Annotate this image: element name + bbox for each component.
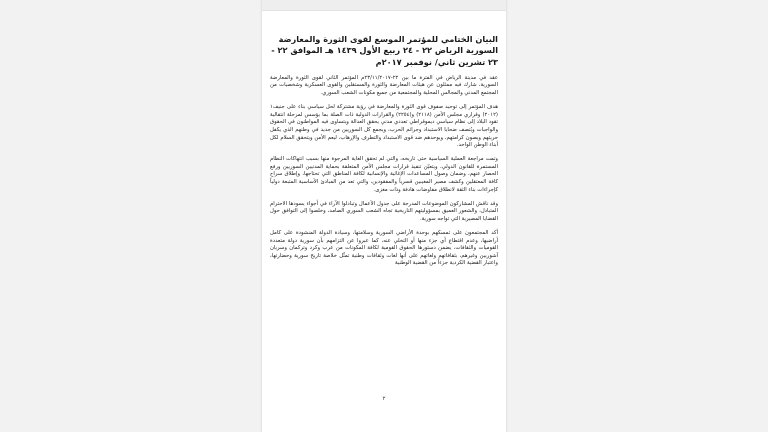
page-number: ٢	[382, 396, 386, 402]
paragraph-1: عقد في مدينة الرياض في الفترة ما بين ٢٢-٢٣/١١/٢٠١٧م المؤتمر الثاني لقوى الثورة والمعارضة السورية، شارك فيه ممثلون عن هيئات المعارضة والثورة والمستقلين والقوى العسكرية وشخصيات من المجتمع المدني والمجالس المحلية والمجتمعية من جميع مكونات الشعب السوري.	[270, 74, 498, 97]
document-title: البيان الختامي للمؤتمر الموسع لقوى الثورة والمعارضة السورية الرياض ٢٢ - ٢٤ ربيع الأول ١٤٣٩ هـ الموافق ٢٢ - ٢٣ تشرين ثاني/ نوفمبر ٢٠١٧م	[271, 34, 498, 67]
document-page	[262, 0, 506, 432]
paragraph-3: وتمت مراجعة العملية السياسية حتى تاريخه، والتي لم تحقق الغاية المرجوة منها بسبب انتهاكات النظام المستمرة للقانون الدولي، ويتعيّن تنفيذ قرارات مجلس الأمن المتعلقة بحماية المدنيين السوريين ورفع الحصار عنهم، وضمان وصول المساعدات الإغاثية والإنسانية لكافة المناطق التي تحتاجها، وإطلاق سراح كافة المعتقلين وكشف مصير المغيبين قسرياً والمفقودين، والتي تعد من المبادئ الأساسية المتبعة دولياً كإجراءات بناء الثقة لانطلاق مفاوضات هادفة وذات مغزى.	[270, 156, 498, 193]
paragraph-5: أكد المجتمعون على تمسكهم بوحدة الأراضي السورية وسلامتها، وسيادة الدولة المنشودة على كامل أراضيها، وعدم اقتطاع أي جزء منها أو التخلي عنه، كما عبروا عن التزامهم بأن سورية دولة متعددة القوميات والثقافات، يضمن دستورها الحقوق القومية لكافة المكونات من عرب وكرد وتركمان وسريان آشوريين وغيرهم، بثقافاتهم ولغاتهم على أنها لغات وثقافات وطنية تمثّل خلاصة تاريخ سورية وحضارتها، واعتبار القضية الكردية جزءاً من القضية الوطنية	[270, 229, 498, 267]
document-body	[270, 34, 498, 274]
paragraph-4: وقد ناقش المشاركون الموضوعات المدرجة على جدول الأعمال وتبادلوا الآراء في أجواء يسودها الاحترام المتبادل، والشعور العميق بمسؤوليتهم التاريخية تجاه الشعب السوري الصامد، وخلصوا إلى التوافق حول القضايا المصيرية التي تواجه سورية.	[270, 200, 498, 222]
previous-page-edge	[262, 0, 506, 11]
paragraph-2: هدف المؤتمر إلى توحيد صفوف قوى الثورة والمعارضة في رؤية مشتركة لحل سياسي بناء على جنيف١ (٢٠١٢) وقراري مجلس الأمن (٢١١٨) و(٢٢٥٤) والقرارات الدولية ذات الصلة بما يؤسس لمرحلة انتقالية تقود البلاد إلى نظام سياسي ديموقراطي تعددي مدني يحقق العدالة ويتساوى فيه المواطنون في الحقوق والواجبات ويُنصف ضحايا الاستبداد وجرائم الحرب، ويجمع كل السوريين من جديد في وطنهم الذي يكفل حريتهم ويصون كرامتهم، ويوحدهم ضد قوى الاستبداد والتطرف والإرهاب، ليعم الأمن ويتحقق السلام لكل أبناء الوطن الواحد.	[270, 104, 498, 149]
